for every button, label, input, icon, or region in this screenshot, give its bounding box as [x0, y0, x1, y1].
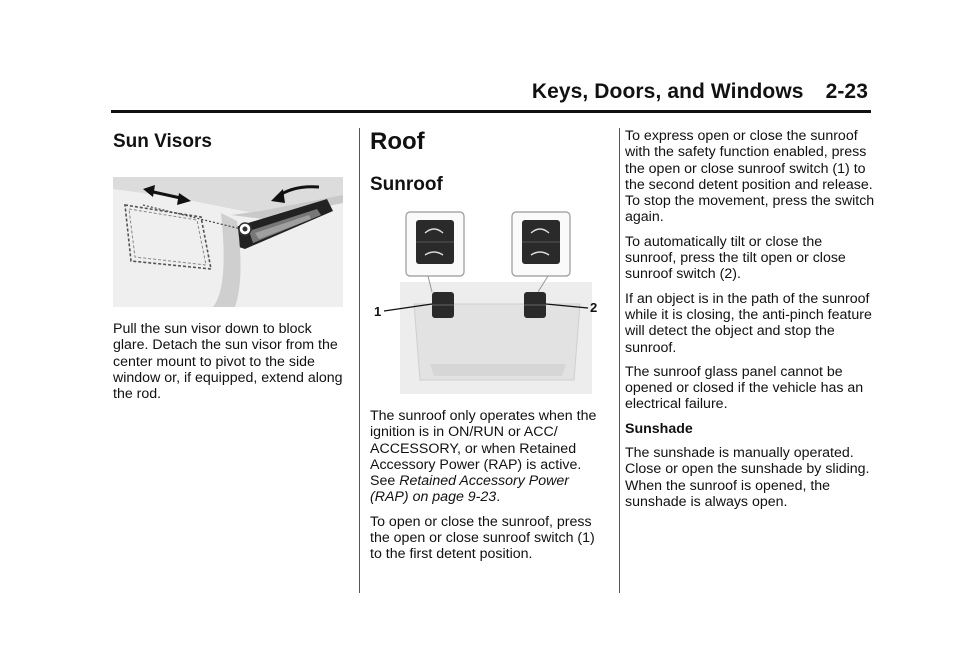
callout-1-label: 1 [374, 304, 382, 319]
rap-reference-period: . [496, 489, 501, 506]
tilt-text: To automatically tilt or close the sunroof, press the tilt open or close sunroof switch (2). [625, 233, 846, 283]
rap-reference: Retained Accessory Power (RAP) on page 9-23 [370, 473, 570, 506]
sunshade-text: The sunshade is manually operated. Close or open the sunshade by sliding. When the sunroof is opened, the sunshade is always open. [625, 445, 870, 510]
page-number: 2-23 [825, 80, 868, 103]
sunroof-continued-column [625, 128, 875, 518]
express-open-text: To express open or close the sunroof with the safety function enabled, press the open or close sunroof switch (1) to the second detent position and release. To stop the movement, press the switch again. [625, 128, 875, 226]
running-header [532, 80, 868, 104]
sunroof-operation-lead: The sunroof only operates when the ignition is in ON/RUN or ACC/ ACCESSORY, or when Retained Accessory Power (RAP) is active. See [370, 408, 597, 490]
sun-visor-illustration-icon [113, 177, 343, 307]
sunroof-operation-text [370, 408, 607, 506]
header-rule [111, 110, 871, 113]
column-divider-right [619, 128, 620, 593]
anti-pinch-text: If an object is in the path of the sunroof while it is closing, the anti-pinch feature will detect the object and stop the sunroof. [625, 290, 872, 356]
sun-visors-body: Pull the sun visor down to block glare. Detach the sun visor from the center mount to pivot to the side window or, if equipped, extend along the rod. [113, 321, 343, 403]
roof-heading: Roof [370, 128, 425, 155]
sunroof-switch-illustration-icon [370, 204, 607, 394]
sunroof-open-close-text: To open or close the sunroof, press the open or close sunroof switch (1) to the first detent position. [370, 513, 595, 563]
sun-visors-heading: Sun Visors [113, 131, 212, 152]
sunshade-subheading: Sunshade [625, 420, 693, 437]
roof-column [370, 128, 607, 571]
section-title: Keys, Doors, and Windows [531, 80, 804, 103]
electrical-failure-text: The sunroof glass panel cannot be opened or closed if the vehicle has an electrical failure. [625, 363, 864, 413]
sun-visors-column [113, 128, 345, 410]
column-divider-left [359, 128, 360, 593]
sunroof-heading: Sunroof [370, 174, 443, 195]
callout-2-label: 2 [590, 300, 598, 315]
